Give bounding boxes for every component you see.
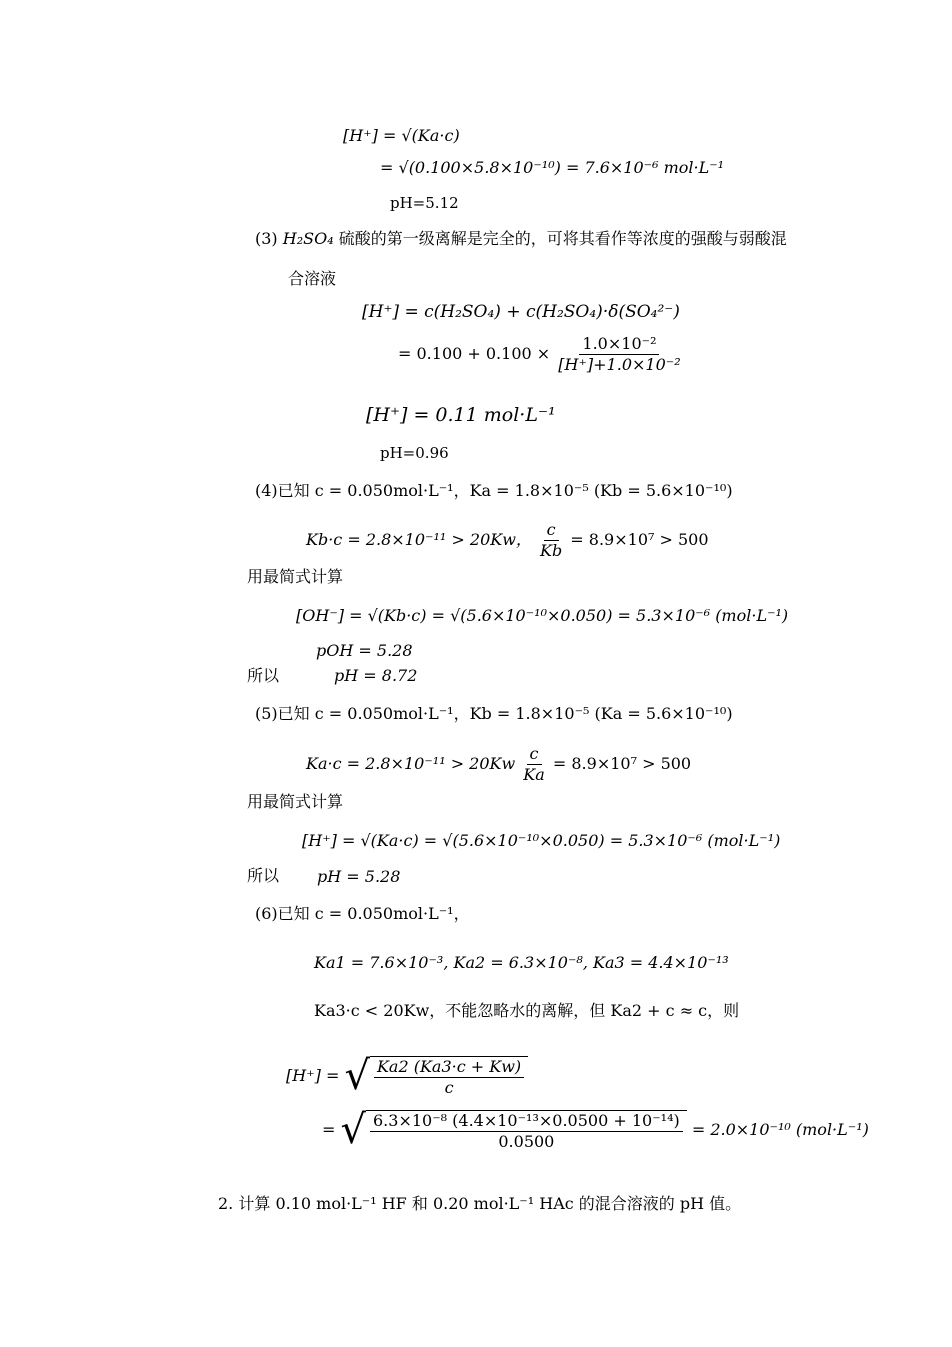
s6-eq2-left: = xyxy=(322,1120,336,1139)
s5-so: 所以 xyxy=(247,866,280,885)
s4-cond2-rest: = 8.9×10⁷ > 500 xyxy=(570,530,709,549)
s6-ka: Ka1 = 7.6×10⁻³, Ka2 = 6.3×10⁻⁸, Ka3 = 4.4×10⁻¹³ xyxy=(314,953,729,972)
s5-cond2-rest: = 8.9×10⁷ > 500 xyxy=(552,754,692,773)
s3-eq2-den: [H⁺]+1.0×10⁻² xyxy=(558,355,681,374)
s5-cond xyxy=(306,746,691,783)
radical-sign-icon: √ xyxy=(344,1053,370,1099)
s5-method: 用最简式计算 xyxy=(247,792,344,811)
s3-eq2-left: = 0.100 + 0.100 × xyxy=(398,344,551,363)
s2-line2: = √(0.100×5.8×10⁻¹⁰) = 7.6×10⁻⁶ mol·L⁻¹ xyxy=(380,158,725,177)
s6-eq2-num: 6.3×10⁻⁸ (4.4×10⁻¹³×0.0500 + 10⁻¹⁴) xyxy=(370,1113,683,1132)
s6-cond: Ka3·c < 20Kw，不能忽略水的离解，但 Ka2 + c ≈ c，则 xyxy=(314,1001,740,1020)
s6-eq2 xyxy=(322,1107,869,1153)
s3-intro-num: (3) xyxy=(255,229,278,248)
s6-eq1-den: c xyxy=(444,1078,454,1097)
s6-eq1-frac xyxy=(374,1059,524,1096)
s4-given: (4)已知 c = 0.050mol·L⁻¹，Ka = 1.8×10⁻⁵ (Kb = 5.6×10⁻¹⁰) xyxy=(255,481,733,500)
s6-eq2-radical xyxy=(340,1107,687,1153)
s3-eq3: [H⁺] = 0.11 mol·L⁻¹ xyxy=(366,404,556,426)
s6-eq1-num: Ka2 (Ka3·c + Kw) xyxy=(374,1059,524,1078)
s3-intro-text2: 合溶液 xyxy=(288,269,337,288)
s4-cond2-den: Kb xyxy=(540,541,563,560)
s3-intro-text: 硫酸的第一级离解是完全的，可将其看作等浓度的强酸与弱酸混 xyxy=(338,229,787,248)
s3-intro xyxy=(255,231,787,247)
s3-eq2 xyxy=(398,336,684,373)
s4-cond1: Kb·c = 2.8×10⁻¹¹ > 20Kw， xyxy=(306,530,532,549)
s4-ph: pH = 8.72 xyxy=(334,666,418,685)
s3-eq1: [H⁺] = c(H₂SO₄) + c(H₂SO₄)·δ(SO₄²⁻) xyxy=(362,302,680,322)
s3-eq2-frac xyxy=(555,336,683,373)
s6-given: (6)已知 c = 0.050mol·L⁻¹， xyxy=(255,904,470,923)
s6-eq1-radical xyxy=(344,1053,528,1099)
s4-cond xyxy=(306,522,709,559)
s5-cond2-num: c xyxy=(527,746,542,765)
question-2: 2. 计算 0.10 mol·L⁻¹ HF 和 0.20 mol·L⁻¹ HAc 的混合溶液的 pH 值。 xyxy=(218,1194,742,1213)
s4-cond2-num: c xyxy=(544,522,559,541)
s2-ph: pH=5.12 xyxy=(390,194,459,212)
s5-given: (5)已知 c = 0.050mol·L⁻¹，Kb = 1.8×10⁻⁵ (Ka = 5.6×10⁻¹⁰) xyxy=(255,704,733,723)
s4-so: 所以 xyxy=(247,666,280,685)
s2-line1: [H⁺] = √(Ka·c) xyxy=(343,126,460,145)
s5-eq: [H⁺] = √(Ka·c) = √(5.6×10⁻¹⁰×0.050) = 5.3×10⁻⁶ (mol·L⁻¹) xyxy=(302,831,781,850)
s6-eq2-right: = 2.0×10⁻¹⁰ (mol·L⁻¹) xyxy=(691,1120,869,1139)
s4-cond2-frac xyxy=(537,522,565,559)
s3-eq2-num: 1.0×10⁻² xyxy=(579,336,659,355)
s3-ph: pH=0.96 xyxy=(380,444,449,462)
s5-cond1: Ka·c = 2.8×10⁻¹¹ > 20Kw xyxy=(306,754,516,773)
s5-ph: pH = 5.28 xyxy=(317,867,401,886)
radical-sign-icon: √ xyxy=(340,1107,366,1153)
s4-method: 用最简式计算 xyxy=(247,567,344,586)
s5-cond2-frac xyxy=(520,746,548,783)
s6-eq2-den: 0.0500 xyxy=(498,1132,555,1151)
s4-eq: [OH⁻] = √(Kb·c) = √(5.6×10⁻¹⁰×0.050) = 5.3×10⁻⁶ (mol·L⁻¹) xyxy=(296,606,789,625)
s5-cond2-den: Ka xyxy=(523,765,545,784)
s6-eq2-frac xyxy=(370,1113,683,1150)
s6-eq1-left: [H⁺] = xyxy=(286,1066,340,1085)
s6-eq1 xyxy=(286,1053,528,1099)
s4-poh: pOH = 5.28 xyxy=(316,641,413,660)
s3-intro-formula: H₂SO₄ xyxy=(282,229,334,248)
